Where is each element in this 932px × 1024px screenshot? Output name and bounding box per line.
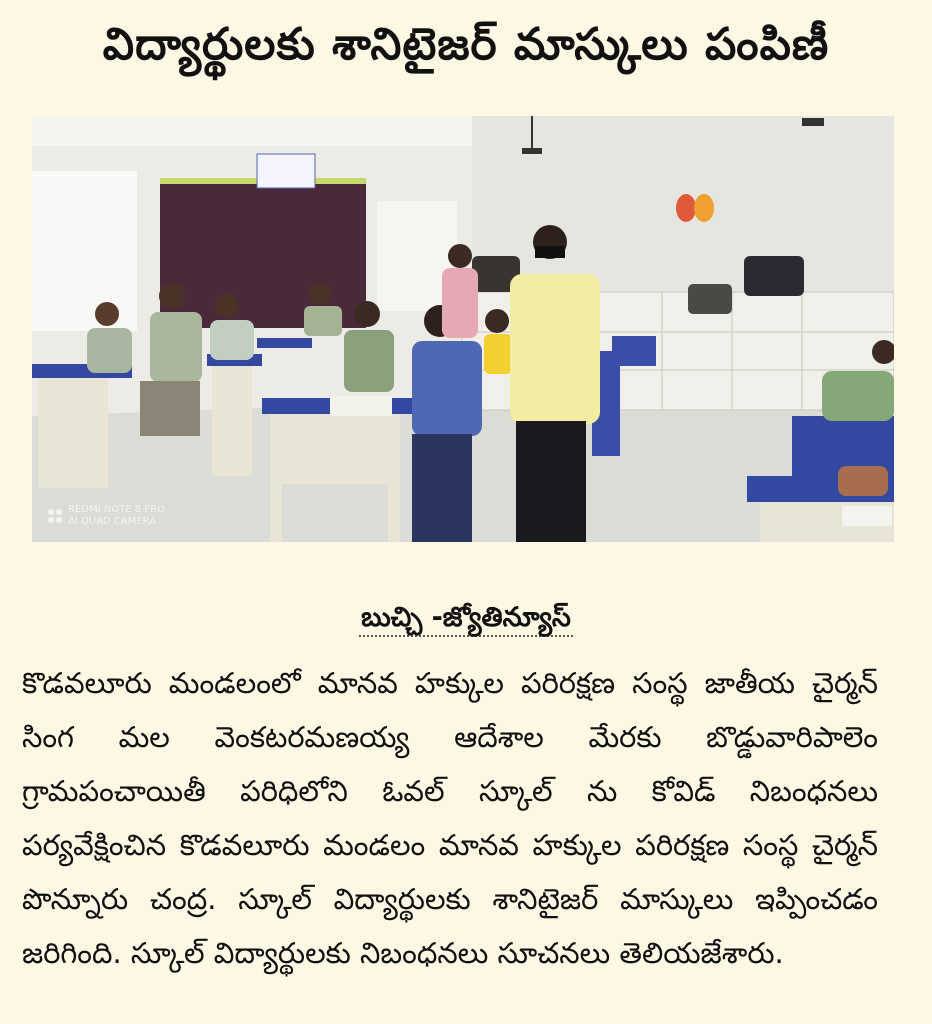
article-photo xyxy=(32,116,894,542)
camera-watermark-line-2: AI QUAD CAMERA xyxy=(68,516,157,527)
camera-watermark xyxy=(48,504,165,528)
article-paragraph: కొడవలూరు మండలంలో మానవ హక్కుల పరిరక్షణ సంస్థ జాతీయ చైర్మన్ సింగ మల వెంకటరమణయ్య ఆదేశాల మేరకు బొడ్డువారిపాలెం గ్రామపంచాయితీ పరిధిలోని ఓవల్ స్కూల్ ను కోవిడ్ నిబంధనలు పర్యవేక్షించిన కొడవలూరు మండలం మానవ హక్కుల పరిరక్షణ సంస్థ చైర్మన్ పొన్నూరు చంద్ర. స్కూల్ విద్యార్థులకు శానిటైజర్ మాస్కులు ఇప్పించడం జరిగింది. స్కూల్ విద్యార్థులకు నిబంధనలు సూచనలు తెలియజేశారు. xyxy=(22,666,878,970)
article-body xyxy=(22,656,878,980)
article-headline: విద్యార్థులకు శానిటైజర్ మాస్కులు పంపిణీ xyxy=(102,19,830,70)
article-dateline xyxy=(0,598,932,638)
camera-logo-icon xyxy=(48,509,62,523)
camera-watermark-line-1: REDMI NOTE 8 PRO xyxy=(68,504,166,515)
classroom-scene xyxy=(32,116,894,542)
dateline-text: బుచ్చి -జ్యోతిన్యూస్ xyxy=(359,602,573,637)
